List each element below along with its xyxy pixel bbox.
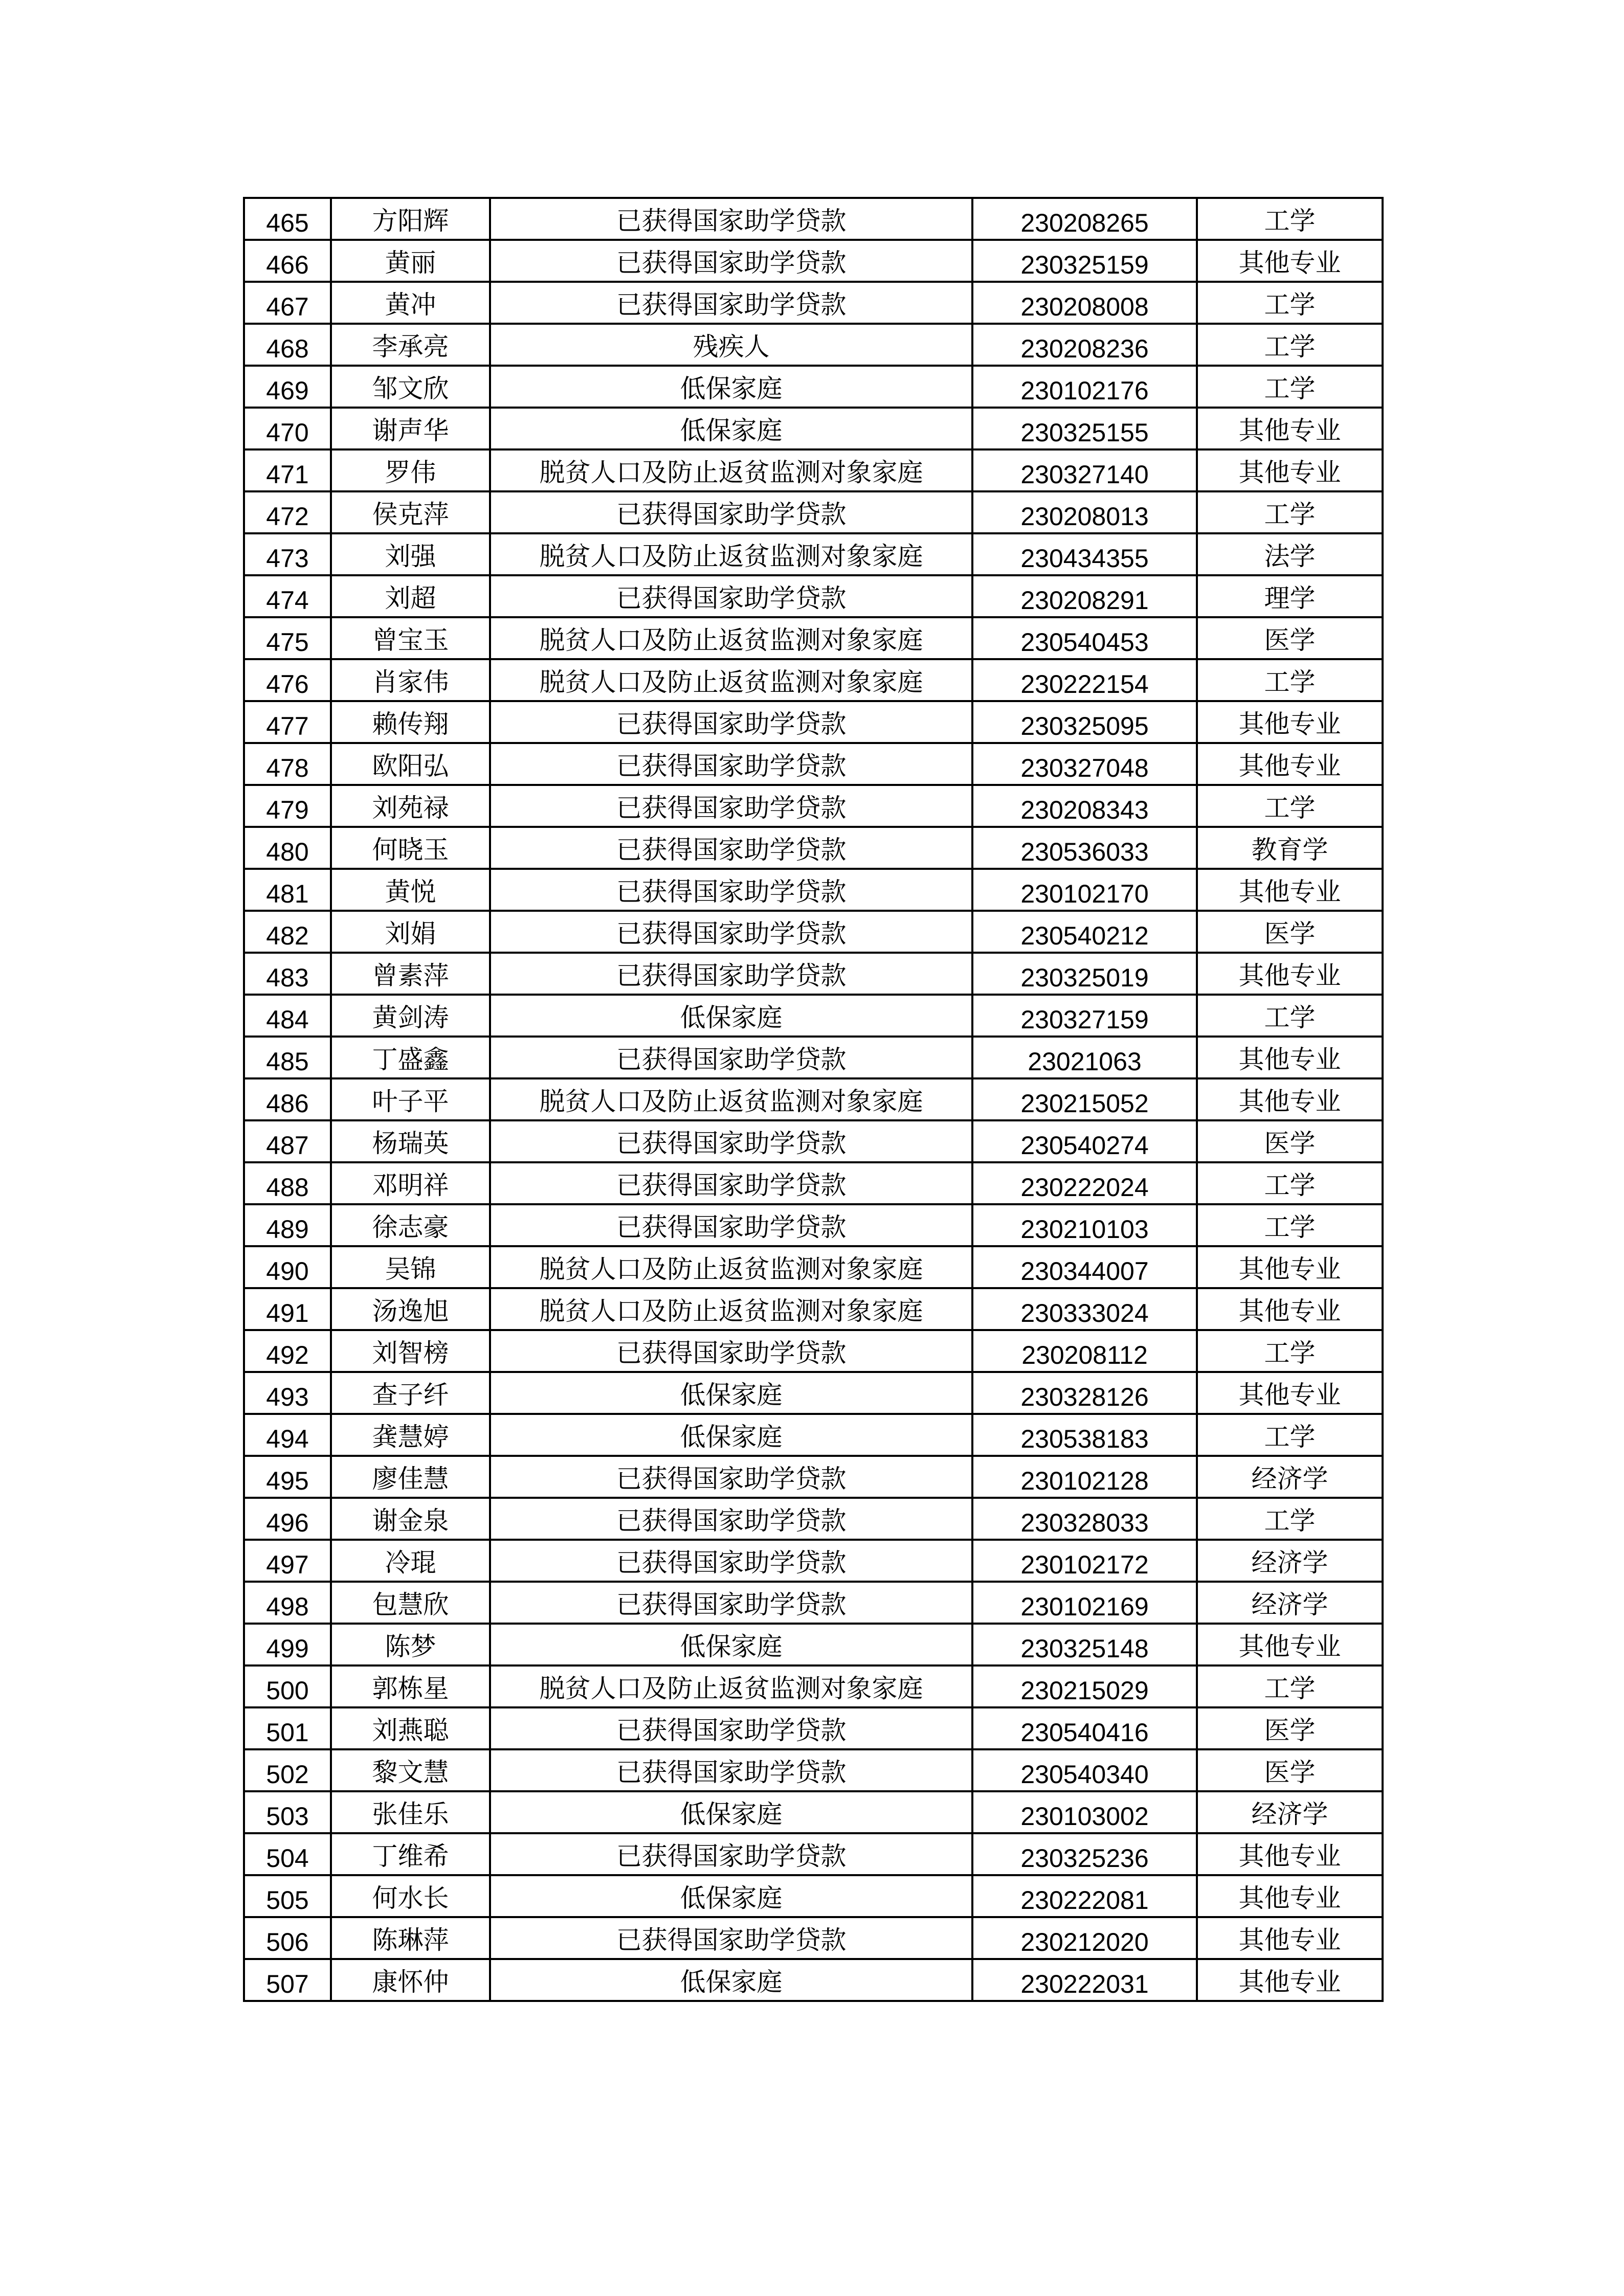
row-number-cell: 467 bbox=[244, 282, 331, 324]
student-id-cell: 230327140 bbox=[972, 449, 1197, 491]
student-id-cell: 230325095 bbox=[972, 701, 1197, 743]
table-row bbox=[244, 995, 1383, 1037]
aid-category-cell: 脱贫人口及防止返贫监测对象家庭 bbox=[490, 1288, 972, 1330]
major-cell: 其他专业 bbox=[1197, 869, 1383, 911]
student-id-cell: 230540453 bbox=[972, 617, 1197, 659]
student-name-cell: 黄丽 bbox=[331, 240, 490, 282]
student-name-cell: 吴锦 bbox=[331, 1246, 490, 1288]
row-number-cell: 492 bbox=[244, 1330, 331, 1372]
student-name-cell: 侯克萍 bbox=[331, 491, 490, 533]
table-row bbox=[244, 1833, 1383, 1875]
aid-category-cell: 低保家庭 bbox=[490, 408, 972, 449]
table-row bbox=[244, 575, 1383, 617]
student-id-cell: 230215029 bbox=[972, 1665, 1197, 1707]
major-cell: 工学 bbox=[1197, 995, 1383, 1037]
aid-category-cell: 已获得国家助学贷款 bbox=[490, 1456, 972, 1498]
table-row bbox=[244, 1078, 1383, 1120]
row-number-cell: 471 bbox=[244, 449, 331, 491]
student-name-cell: 郭栋星 bbox=[331, 1665, 490, 1707]
aid-category-cell: 已获得国家助学贷款 bbox=[490, 575, 972, 617]
row-number-cell: 501 bbox=[244, 1707, 331, 1749]
student-name-cell: 汤逸旭 bbox=[331, 1288, 490, 1330]
major-cell: 工学 bbox=[1197, 366, 1383, 408]
aid-category-cell: 脱贫人口及防止返贫监测对象家庭 bbox=[490, 449, 972, 491]
major-cell: 其他专业 bbox=[1197, 701, 1383, 743]
major-cell: 医学 bbox=[1197, 1120, 1383, 1162]
student-id-cell: 230102176 bbox=[972, 366, 1197, 408]
aid-category-cell: 脱贫人口及防止返贫监测对象家庭 bbox=[490, 659, 972, 701]
row-number-cell: 478 bbox=[244, 743, 331, 785]
table-row bbox=[244, 1959, 1383, 2001]
major-cell: 其他专业 bbox=[1197, 240, 1383, 282]
row-number-cell: 484 bbox=[244, 995, 331, 1037]
major-cell: 工学 bbox=[1197, 785, 1383, 827]
aid-category-cell: 低保家庭 bbox=[490, 366, 972, 408]
student-id-cell: 230102172 bbox=[972, 1540, 1197, 1582]
major-cell: 教育学 bbox=[1197, 827, 1383, 869]
aid-category-cell: 已获得国家助学贷款 bbox=[490, 1833, 972, 1875]
major-cell: 工学 bbox=[1197, 1498, 1383, 1540]
student-name-cell: 刘超 bbox=[331, 575, 490, 617]
major-cell: 经济学 bbox=[1197, 1791, 1383, 1833]
major-cell: 工学 bbox=[1197, 1414, 1383, 1456]
row-number-cell: 491 bbox=[244, 1288, 331, 1330]
aid-category-cell: 脱贫人口及防止返贫监测对象家庭 bbox=[490, 617, 972, 659]
row-number-cell: 493 bbox=[244, 1372, 331, 1414]
table-row bbox=[244, 827, 1383, 869]
table-row bbox=[244, 1204, 1383, 1246]
student-id-cell: 230344007 bbox=[972, 1246, 1197, 1288]
table-row bbox=[244, 240, 1383, 282]
student-id-cell: 230208112 bbox=[972, 1330, 1197, 1372]
table-row bbox=[244, 1288, 1383, 1330]
row-number-cell: 498 bbox=[244, 1582, 331, 1624]
major-cell: 医学 bbox=[1197, 911, 1383, 953]
student-name-cell: 刘智榜 bbox=[331, 1330, 490, 1372]
major-cell: 工学 bbox=[1197, 1162, 1383, 1204]
major-cell: 其他专业 bbox=[1197, 408, 1383, 449]
aid-category-cell: 已获得国家助学贷款 bbox=[490, 1582, 972, 1624]
student-name-cell: 包慧欣 bbox=[331, 1582, 490, 1624]
row-number-cell: 497 bbox=[244, 1540, 331, 1582]
student-name-cell: 曾素萍 bbox=[331, 953, 490, 995]
table-row bbox=[244, 1246, 1383, 1288]
student-id-cell: 23021063 bbox=[972, 1037, 1197, 1078]
aid-category-cell: 残疾人 bbox=[490, 324, 972, 366]
student-id-cell: 230540340 bbox=[972, 1749, 1197, 1791]
aid-category-cell: 已获得国家助学贷款 bbox=[490, 1498, 972, 1540]
row-number-cell: 483 bbox=[244, 953, 331, 995]
major-cell: 其他专业 bbox=[1197, 1078, 1383, 1120]
student-name-cell: 杨瑞英 bbox=[331, 1120, 490, 1162]
aid-category-cell: 已获得国家助学贷款 bbox=[490, 1917, 972, 1959]
student-id-cell: 230208343 bbox=[972, 785, 1197, 827]
student-id-cell: 230325159 bbox=[972, 240, 1197, 282]
aid-category-cell: 已获得国家助学贷款 bbox=[490, 1707, 972, 1749]
table-row bbox=[244, 1456, 1383, 1498]
aid-category-cell: 已获得国家助学贷款 bbox=[490, 1540, 972, 1582]
table-row bbox=[244, 1749, 1383, 1791]
aid-category-cell: 已获得国家助学贷款 bbox=[490, 1749, 972, 1791]
student-name-cell: 叶子平 bbox=[331, 1078, 490, 1120]
row-number-cell: 485 bbox=[244, 1037, 331, 1078]
major-cell: 工学 bbox=[1197, 282, 1383, 324]
major-cell: 工学 bbox=[1197, 1665, 1383, 1707]
student-name-cell: 康怀仲 bbox=[331, 1959, 490, 2001]
row-number-cell: 486 bbox=[244, 1078, 331, 1120]
row-number-cell: 482 bbox=[244, 911, 331, 953]
student-id-cell: 230102169 bbox=[972, 1582, 1197, 1624]
row-number-cell: 506 bbox=[244, 1917, 331, 1959]
student-id-cell: 230325148 bbox=[972, 1624, 1197, 1665]
aid-category-cell: 低保家庭 bbox=[490, 1414, 972, 1456]
row-number-cell: 500 bbox=[244, 1665, 331, 1707]
aid-category-cell: 已获得国家助学贷款 bbox=[490, 1120, 972, 1162]
table-row bbox=[244, 911, 1383, 953]
student-name-cell: 方阳辉 bbox=[331, 198, 490, 240]
row-number-cell: 466 bbox=[244, 240, 331, 282]
table-row bbox=[244, 1707, 1383, 1749]
table-row bbox=[244, 953, 1383, 995]
student-id-cell: 230210103 bbox=[972, 1204, 1197, 1246]
student-id-cell: 230325019 bbox=[972, 953, 1197, 995]
table-row bbox=[244, 617, 1383, 659]
row-number-cell: 490 bbox=[244, 1246, 331, 1288]
aid-category-cell: 已获得国家助学贷款 bbox=[490, 198, 972, 240]
row-number-cell: 472 bbox=[244, 491, 331, 533]
row-number-cell: 505 bbox=[244, 1875, 331, 1917]
row-number-cell: 474 bbox=[244, 575, 331, 617]
row-number-cell: 495 bbox=[244, 1456, 331, 1498]
row-number-cell: 503 bbox=[244, 1791, 331, 1833]
aid-category-cell: 已获得国家助学贷款 bbox=[490, 785, 972, 827]
student-id-cell: 230222081 bbox=[972, 1875, 1197, 1917]
student-id-cell: 230212020 bbox=[972, 1917, 1197, 1959]
student-name-cell: 何晓玉 bbox=[331, 827, 490, 869]
major-cell: 经济学 bbox=[1197, 1540, 1383, 1582]
row-number-cell: 479 bbox=[244, 785, 331, 827]
aid-category-cell: 已获得国家助学贷款 bbox=[490, 827, 972, 869]
row-number-cell: 469 bbox=[244, 366, 331, 408]
student-id-cell: 230102170 bbox=[972, 869, 1197, 911]
student-id-cell: 230102128 bbox=[972, 1456, 1197, 1498]
table-row bbox=[244, 1414, 1383, 1456]
table-row bbox=[244, 1162, 1383, 1204]
student-id-cell: 230540416 bbox=[972, 1707, 1197, 1749]
student-id-cell: 230325236 bbox=[972, 1833, 1197, 1875]
row-number-cell: 504 bbox=[244, 1833, 331, 1875]
student-id-cell: 230103002 bbox=[972, 1791, 1197, 1833]
aid-category-cell: 低保家庭 bbox=[490, 1372, 972, 1414]
major-cell: 工学 bbox=[1197, 491, 1383, 533]
student-id-cell: 230208236 bbox=[972, 324, 1197, 366]
student-name-cell: 黎文慧 bbox=[331, 1749, 490, 1791]
major-cell: 理学 bbox=[1197, 575, 1383, 617]
table-row bbox=[244, 198, 1383, 240]
row-number-cell: 468 bbox=[244, 324, 331, 366]
row-number-cell: 470 bbox=[244, 408, 331, 449]
student-name-cell: 谢金泉 bbox=[331, 1498, 490, 1540]
aid-category-cell: 脱贫人口及防止返贫监测对象家庭 bbox=[490, 533, 972, 575]
row-number-cell: 496 bbox=[244, 1498, 331, 1540]
aid-category-cell: 脱贫人口及防止返贫监测对象家庭 bbox=[490, 1246, 972, 1288]
major-cell: 医学 bbox=[1197, 1749, 1383, 1791]
student-name-cell: 廖佳慧 bbox=[331, 1456, 490, 1498]
student-name-cell: 李承亮 bbox=[331, 324, 490, 366]
student-name-cell: 丁维希 bbox=[331, 1833, 490, 1875]
student-id-cell: 230536033 bbox=[972, 827, 1197, 869]
student-id-cell: 230208008 bbox=[972, 282, 1197, 324]
table-row bbox=[244, 1372, 1383, 1414]
row-number-cell: 499 bbox=[244, 1624, 331, 1665]
table-row bbox=[244, 408, 1383, 449]
student-id-cell: 230222154 bbox=[972, 659, 1197, 701]
major-cell: 医学 bbox=[1197, 617, 1383, 659]
major-cell: 工学 bbox=[1197, 324, 1383, 366]
aid-category-cell: 脱贫人口及防止返贫监测对象家庭 bbox=[490, 1078, 972, 1120]
table-row bbox=[244, 701, 1383, 743]
aid-category-cell: 低保家庭 bbox=[490, 1959, 972, 2001]
major-cell: 其他专业 bbox=[1197, 1288, 1383, 1330]
aid-category-cell: 已获得国家助学贷款 bbox=[490, 1204, 972, 1246]
table-row bbox=[244, 1037, 1383, 1078]
table-row bbox=[244, 1665, 1383, 1707]
aid-category-cell: 低保家庭 bbox=[490, 995, 972, 1037]
student-id-cell: 230327048 bbox=[972, 743, 1197, 785]
row-number-cell: 475 bbox=[244, 617, 331, 659]
row-number-cell: 487 bbox=[244, 1120, 331, 1162]
aid-category-cell: 已获得国家助学贷款 bbox=[490, 911, 972, 953]
major-cell: 其他专业 bbox=[1197, 1372, 1383, 1414]
student-id-cell: 230328033 bbox=[972, 1498, 1197, 1540]
student-name-cell: 谢声华 bbox=[331, 408, 490, 449]
student-id-cell: 230215052 bbox=[972, 1078, 1197, 1120]
student-name-cell: 查子纤 bbox=[331, 1372, 490, 1414]
student-name-cell: 曾宝玉 bbox=[331, 617, 490, 659]
student-name-cell: 陈琳萍 bbox=[331, 1917, 490, 1959]
student-name-cell: 刘强 bbox=[331, 533, 490, 575]
aid-category-cell: 已获得国家助学贷款 bbox=[490, 869, 972, 911]
student-name-cell: 黄悦 bbox=[331, 869, 490, 911]
major-cell: 经济学 bbox=[1197, 1582, 1383, 1624]
table-row bbox=[244, 743, 1383, 785]
student-name-cell: 徐志豪 bbox=[331, 1204, 490, 1246]
row-number-cell: 494 bbox=[244, 1414, 331, 1456]
table-row bbox=[244, 491, 1383, 533]
student-name-cell: 刘娟 bbox=[331, 911, 490, 953]
major-cell: 其他专业 bbox=[1197, 953, 1383, 995]
table-row bbox=[244, 1791, 1383, 1833]
major-cell: 其他专业 bbox=[1197, 1959, 1383, 2001]
student-roster-table bbox=[243, 197, 1384, 2002]
table-row bbox=[244, 1498, 1383, 1540]
student-name-cell: 黄冲 bbox=[331, 282, 490, 324]
row-number-cell: 488 bbox=[244, 1162, 331, 1204]
row-number-cell: 476 bbox=[244, 659, 331, 701]
table-row bbox=[244, 1540, 1383, 1582]
major-cell: 工学 bbox=[1197, 198, 1383, 240]
aid-category-cell: 脱贫人口及防止返贫监测对象家庭 bbox=[490, 1665, 972, 1707]
major-cell: 法学 bbox=[1197, 533, 1383, 575]
table-row bbox=[244, 1875, 1383, 1917]
student-id-cell: 230538183 bbox=[972, 1414, 1197, 1456]
aid-category-cell: 已获得国家助学贷款 bbox=[490, 701, 972, 743]
student-name-cell: 冷琨 bbox=[331, 1540, 490, 1582]
major-cell: 工学 bbox=[1197, 1204, 1383, 1246]
major-cell: 其他专业 bbox=[1197, 1833, 1383, 1875]
major-cell: 工学 bbox=[1197, 1330, 1383, 1372]
table-row bbox=[244, 449, 1383, 491]
table-row bbox=[244, 659, 1383, 701]
major-cell: 其他专业 bbox=[1197, 1917, 1383, 1959]
aid-category-cell: 已获得国家助学贷款 bbox=[490, 743, 972, 785]
row-number-cell: 502 bbox=[244, 1749, 331, 1791]
student-id-cell: 230208291 bbox=[972, 575, 1197, 617]
student-name-cell: 刘苑禄 bbox=[331, 785, 490, 827]
major-cell: 其他专业 bbox=[1197, 449, 1383, 491]
student-name-cell: 刘燕聪 bbox=[331, 1707, 490, 1749]
row-number-cell: 473 bbox=[244, 533, 331, 575]
table-row bbox=[244, 785, 1383, 827]
aid-category-cell: 已获得国家助学贷款 bbox=[490, 1330, 972, 1372]
student-id-cell: 230222031 bbox=[972, 1959, 1197, 2001]
aid-category-cell: 低保家庭 bbox=[490, 1624, 972, 1665]
table-row bbox=[244, 282, 1383, 324]
aid-category-cell: 已获得国家助学贷款 bbox=[490, 282, 972, 324]
student-name-cell: 邓明祥 bbox=[331, 1162, 490, 1204]
row-number-cell: 465 bbox=[244, 198, 331, 240]
student-id-cell: 230208265 bbox=[972, 198, 1197, 240]
aid-category-cell: 已获得国家助学贷款 bbox=[490, 491, 972, 533]
row-number-cell: 489 bbox=[244, 1204, 331, 1246]
aid-category-cell: 已获得国家助学贷款 bbox=[490, 953, 972, 995]
table-row bbox=[244, 869, 1383, 911]
row-number-cell: 507 bbox=[244, 1959, 331, 2001]
student-id-cell: 230222024 bbox=[972, 1162, 1197, 1204]
major-cell: 医学 bbox=[1197, 1707, 1383, 1749]
row-number-cell: 481 bbox=[244, 869, 331, 911]
row-number-cell: 477 bbox=[244, 701, 331, 743]
student-name-cell: 陈梦 bbox=[331, 1624, 490, 1665]
table-row bbox=[244, 1582, 1383, 1624]
student-id-cell: 230540212 bbox=[972, 911, 1197, 953]
major-cell: 其他专业 bbox=[1197, 1875, 1383, 1917]
major-cell: 其他专业 bbox=[1197, 1624, 1383, 1665]
student-name-cell: 罗伟 bbox=[331, 449, 490, 491]
table-row bbox=[244, 366, 1383, 408]
student-name-cell: 欧阳弘 bbox=[331, 743, 490, 785]
student-id-cell: 230208013 bbox=[972, 491, 1197, 533]
student-id-cell: 230333024 bbox=[972, 1288, 1197, 1330]
student-name-cell: 龚慧婷 bbox=[331, 1414, 490, 1456]
roster-table-body bbox=[244, 198, 1383, 2001]
student-name-cell: 何水长 bbox=[331, 1875, 490, 1917]
major-cell: 工学 bbox=[1197, 659, 1383, 701]
aid-category-cell: 已获得国家助学贷款 bbox=[490, 1037, 972, 1078]
student-name-cell: 丁盛鑫 bbox=[331, 1037, 490, 1078]
table-row bbox=[244, 533, 1383, 575]
major-cell: 其他专业 bbox=[1197, 1246, 1383, 1288]
major-cell: 其他专业 bbox=[1197, 1037, 1383, 1078]
major-cell: 其他专业 bbox=[1197, 743, 1383, 785]
aid-category-cell: 已获得国家助学贷款 bbox=[490, 240, 972, 282]
major-cell: 经济学 bbox=[1197, 1456, 1383, 1498]
student-id-cell: 230328126 bbox=[972, 1372, 1197, 1414]
aid-category-cell: 已获得国家助学贷款 bbox=[490, 1162, 972, 1204]
table-row bbox=[244, 1330, 1383, 1372]
student-id-cell: 230434355 bbox=[972, 533, 1197, 575]
student-id-cell: 230540274 bbox=[972, 1120, 1197, 1162]
student-name-cell: 赖传翔 bbox=[331, 701, 490, 743]
student-name-cell: 张佳乐 bbox=[331, 1791, 490, 1833]
row-number-cell: 480 bbox=[244, 827, 331, 869]
table-row bbox=[244, 1120, 1383, 1162]
table-row bbox=[244, 1624, 1383, 1665]
student-name-cell: 肖家伟 bbox=[331, 659, 490, 701]
table-row bbox=[244, 1917, 1383, 1959]
student-name-cell: 邹文欣 bbox=[331, 366, 490, 408]
student-name-cell: 黄剑涛 bbox=[331, 995, 490, 1037]
student-id-cell: 230325155 bbox=[972, 408, 1197, 449]
student-id-cell: 230327159 bbox=[972, 995, 1197, 1037]
table-row bbox=[244, 324, 1383, 366]
aid-category-cell: 低保家庭 bbox=[490, 1791, 972, 1833]
aid-category-cell: 低保家庭 bbox=[490, 1875, 972, 1917]
